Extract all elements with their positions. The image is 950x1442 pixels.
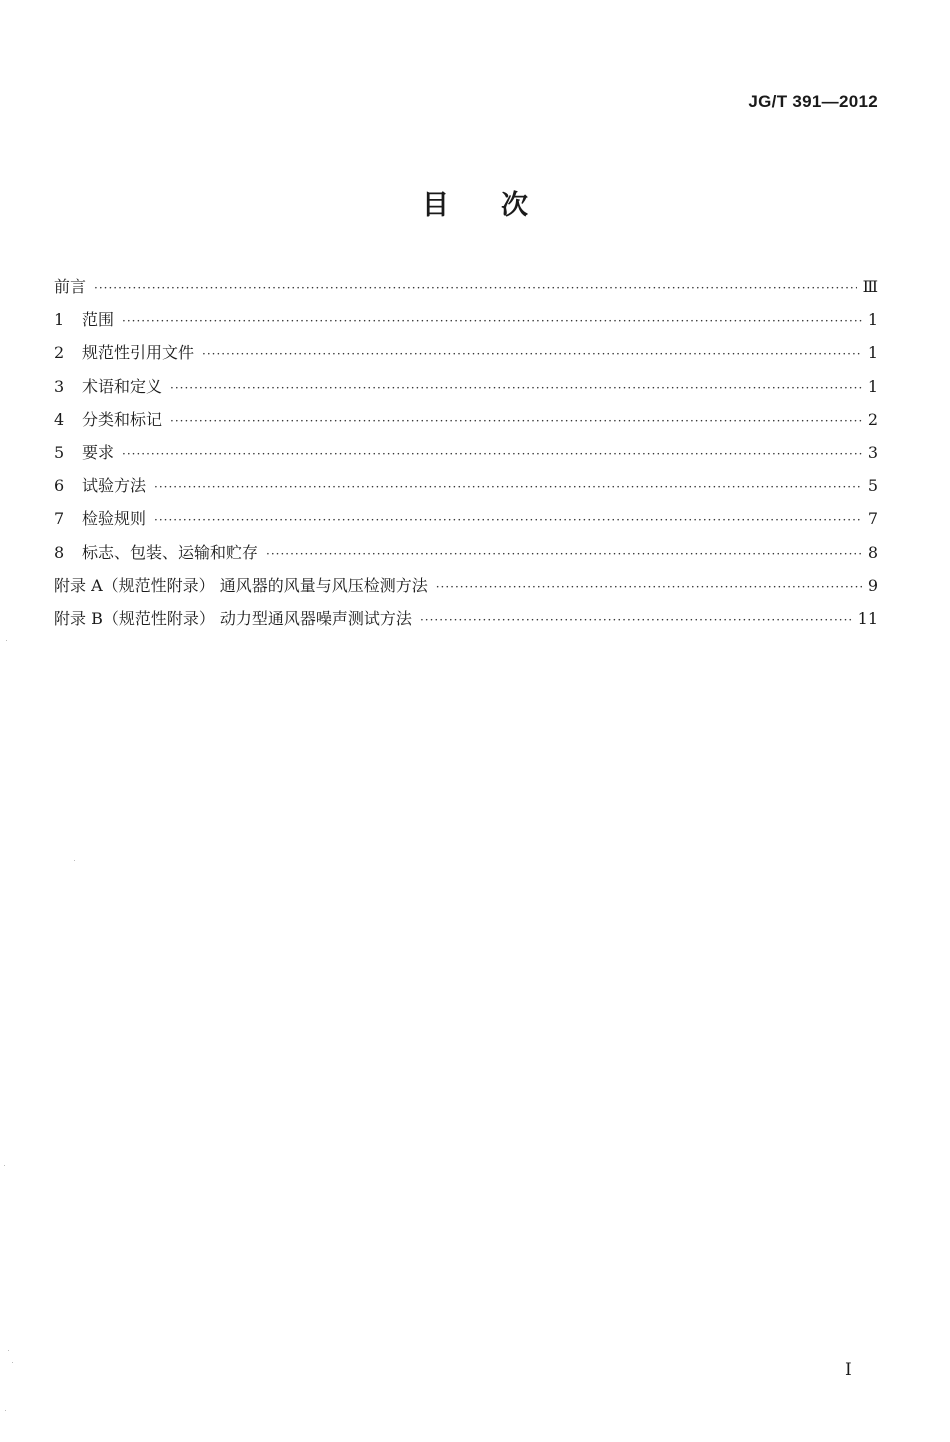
toc-entry-annex-a[interactable] xyxy=(54,569,878,602)
table-of-contents xyxy=(54,270,878,635)
toc-leader-dots xyxy=(94,272,857,305)
toc-leader-dots xyxy=(122,305,862,338)
toc-page-number: 1 xyxy=(867,343,878,363)
toc-entry-title: 前言 xyxy=(54,277,87,296)
scan-speck xyxy=(4,1165,5,1166)
toc-entry-title: 附录 B（规范性附录） 动力型通风器噪声测试方法 xyxy=(54,608,412,628)
toc-entry-title: 术语和定义 xyxy=(82,376,163,396)
toc-entry-title: 规范性引用文件 xyxy=(82,343,195,363)
toc-page-number: 7 xyxy=(867,509,878,529)
toc-entry-title: 附录 A（规范性附录） 通风器的风量与风压检测方法 xyxy=(54,575,428,595)
toc-page-number: 3 xyxy=(867,442,878,462)
toc-leader-dots xyxy=(266,538,862,571)
toc-page-number: 9 xyxy=(867,575,878,595)
toc-entry-4[interactable] xyxy=(54,403,878,436)
toc-leader-dots xyxy=(170,405,862,438)
toc-leader-dots xyxy=(122,438,862,471)
scan-speck xyxy=(74,860,75,861)
standard-code: JG/T 391—2012 xyxy=(748,92,878,111)
toc-page-number: 8 xyxy=(867,542,878,562)
toc-entry-number: 5 xyxy=(54,442,65,462)
toc-entry-5[interactable] xyxy=(54,436,878,469)
toc-entry-number: 3 xyxy=(54,376,65,396)
toc-entry-1[interactable] xyxy=(54,303,878,336)
toc-entry-number: 7 xyxy=(54,509,65,529)
toc-leader-dots xyxy=(420,604,852,637)
toc-page-number: 5 xyxy=(867,476,878,496)
toc-entry-2[interactable] xyxy=(54,336,878,369)
toc-entry-title: 要求 xyxy=(82,442,115,462)
page-folio: I xyxy=(845,1360,852,1380)
toc-entry-title: 试验方法 xyxy=(82,476,147,496)
toc-entry-8[interactable] xyxy=(54,536,878,569)
toc-entry-annex-b[interactable] xyxy=(54,602,878,635)
toc-entry-title: 检验规则 xyxy=(82,509,147,529)
toc-page-number: 2 xyxy=(867,409,878,429)
toc-page-number: 1 xyxy=(867,310,878,330)
toc-entry-3[interactable] xyxy=(54,370,878,403)
toc-entry-number: 8 xyxy=(54,542,65,562)
page-title: 目次 xyxy=(422,190,580,221)
toc-leader-dots xyxy=(154,504,862,537)
toc-page-number: Ⅲ xyxy=(862,277,878,296)
toc-entry-7[interactable] xyxy=(54,502,878,535)
toc-page-number: 11 xyxy=(857,608,878,628)
scan-speck xyxy=(8,1350,9,1351)
toc-entry-6[interactable] xyxy=(54,469,878,502)
toc-entry-title: 标志、包装、运输和贮存 xyxy=(82,542,259,562)
toc-leader-dots xyxy=(202,338,862,371)
scan-speck xyxy=(6,640,7,641)
scan-speck xyxy=(12,1362,13,1363)
toc-leader-dots xyxy=(436,571,862,604)
toc-page-number: 1 xyxy=(867,376,878,396)
scan-speck xyxy=(5,1410,6,1411)
toc-entry-number: 2 xyxy=(54,343,65,363)
toc-leader-dots xyxy=(154,471,862,504)
toc-entry-number: 4 xyxy=(54,409,65,429)
toc-leader-dots xyxy=(170,372,862,405)
toc-entry-foreword[interactable] xyxy=(54,270,878,303)
toc-entry-number: 6 xyxy=(54,476,65,496)
toc-entry-number: 1 xyxy=(54,310,65,330)
toc-entry-title: 范围 xyxy=(82,310,115,330)
toc-entry-title: 分类和标记 xyxy=(82,409,163,429)
